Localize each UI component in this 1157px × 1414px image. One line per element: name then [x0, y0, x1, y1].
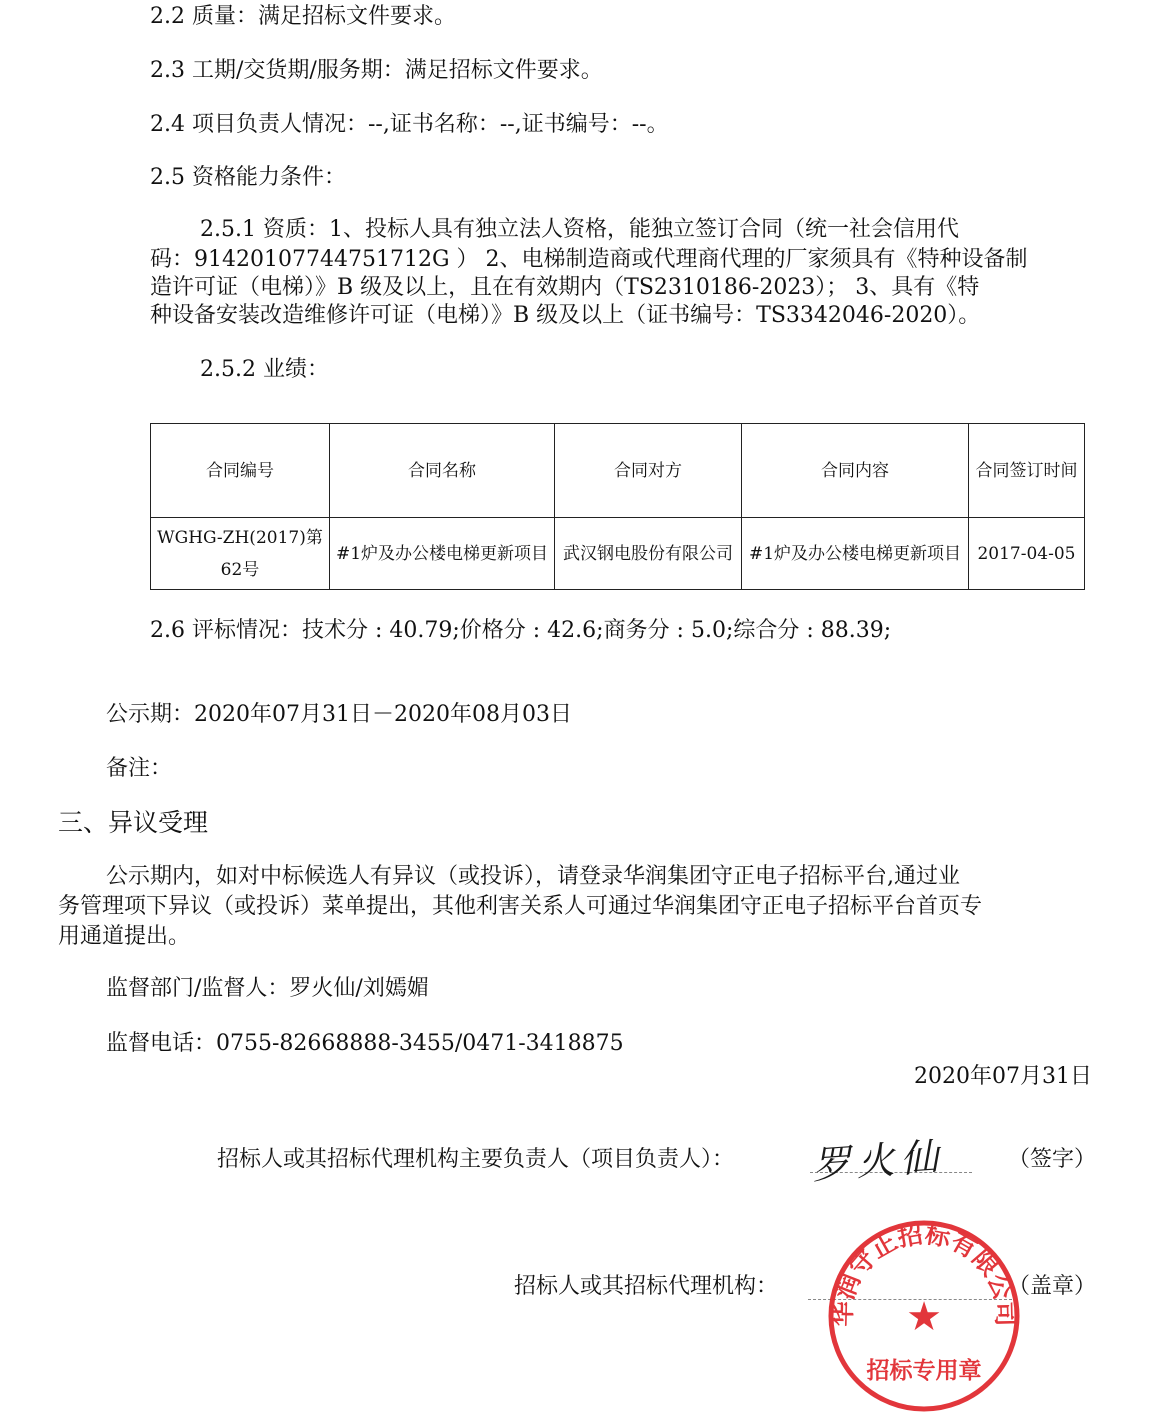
certification-line-2: 码：91420107744751712G ） 2、电梯制造商或代理商代理的厂家须具有《特种设备制: [150, 247, 1028, 272]
header-counterparty: 合同对方: [555, 424, 742, 518]
supervisor-info: 监督部门/监督人：罗火仙/刘嫣媚: [106, 976, 429, 1001]
company-seal-stamp: [826, 1218, 1022, 1414]
sign-suffix: （签字）: [1008, 1147, 1097, 1172]
seal-star-icon: ★: [906, 1294, 942, 1340]
agency-label: 招标人或其招标代理机构：: [514, 1274, 779, 1299]
cell-contract-name: #1炉及办公楼电梯更新项目: [330, 518, 555, 590]
header-contract-content: 合同内容: [742, 424, 969, 518]
cell-contract-no: WGHG-ZH(2017)第62号: [151, 518, 330, 590]
header-sign-date: 合同签订时间: [969, 424, 1085, 518]
objection-line-2: 务管理项下异议（或投诉）菜单提出，其他利害关系人可通过华润集团守正电子招标平台首页专: [58, 894, 983, 919]
performance-table: [150, 423, 1085, 590]
certification-line-3: 造许可证（电梯）》B 级及以上，且在有效期内（TS2310186-2023）； 3、具有《特: [150, 275, 980, 300]
supervisor-phone: 监督电话：0755-82668888-3455/0471-3418875: [106, 1031, 624, 1056]
item-manager: 2.4 项目负责人情况：--,证书名称：--,证书编号：--。: [150, 112, 669, 137]
objection-line-1: 公示期内，如对中标候选人有异议（或投诉），请登录华润集团守正电子招标平台,通过业: [106, 864, 960, 889]
handwritten-signature: 罗火仙: [810, 1134, 946, 1188]
header-contract-name: 合同名称: [330, 424, 555, 518]
cell-counterparty: 武汉钢电股份有限公司: [555, 518, 742, 590]
person-label: 招标人或其招标代理机构主要负责人（项目负责人）：: [217, 1147, 735, 1172]
sign-date: 2020年07月31日: [914, 1064, 1092, 1089]
seal-ring-text: 华润守正招标有限公司: [827, 1219, 1021, 1327]
item-quality: 2.2 质量：满足招标文件要求。: [150, 4, 456, 29]
performance-title: 2.5.2 业绩：: [200, 357, 329, 382]
table-row: [151, 518, 1085, 590]
certification-line-4: 种设备安装改造维修许可证（电梯）》B 级及以上（证书编号：TS3342046-2020）。: [150, 303, 981, 328]
notice-remark: 备注：: [106, 756, 173, 781]
objection-line-3: 用通道提出。: [58, 924, 191, 949]
item-qualification-title: 2.5 资格能力条件：: [150, 165, 346, 190]
cell-contract-content: #1炉及办公楼电梯更新项目: [742, 518, 969, 590]
notice-period: 公示期：2020年07月31日－2020年08月03日: [106, 702, 572, 727]
header-contract-no: 合同编号: [151, 424, 330, 518]
objection-heading: 三、异议受理: [58, 808, 209, 837]
seal-center-text: 招标专用章: [866, 1358, 982, 1384]
cell-sign-date: 2017-04-05: [969, 518, 1085, 590]
evaluation-summary: 2.6 评标情况：技术分 : 40.79;价格分 : 42.6;商务分 : 5.0;综合分 : 88.39;: [150, 618, 892, 643]
seal-suffix: （盖章）: [1008, 1274, 1097, 1299]
certification-line-1: 2.5.1 资质：1、投标人具有独立法人资格，能独立签订合同（统一社会信用代: [200, 217, 959, 242]
item-period: 2.3 工期/交货期/服务期：满足招标文件要求。: [150, 58, 603, 83]
table-header-row: [151, 424, 1085, 518]
